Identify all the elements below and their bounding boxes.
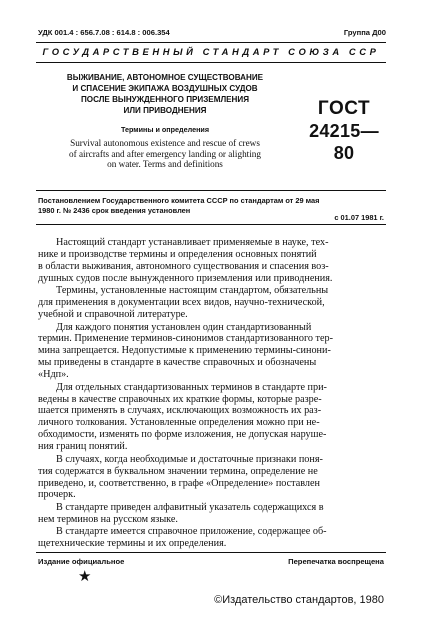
gost-number: 24215—80 bbox=[309, 121, 379, 163]
title-line: ИЛИ ПРИВОДНЕНИЯ bbox=[123, 106, 207, 115]
body-text bbox=[38, 237, 386, 551]
body-line: Настоящий стандарт устанавливает применяемые в науке, тех- bbox=[56, 237, 329, 248]
gost-designation bbox=[300, 98, 388, 164]
body-line: учебной и справочной литературе. bbox=[38, 309, 188, 321]
body-paragraph bbox=[38, 502, 386, 526]
body-line: В случаях, когда необходимые и достаточные признаки поня- bbox=[56, 453, 323, 465]
copyright-notice: ©Издательство стандартов, 1980 bbox=[214, 594, 384, 606]
body-line: в области выживания, автономного существования и спасения воз- bbox=[38, 260, 329, 272]
title-subtitle: Термины и определения bbox=[120, 125, 210, 134]
body-paragraph bbox=[38, 322, 386, 382]
body-paragraph bbox=[38, 382, 386, 453]
effective-date: с 01.07 1981 г. bbox=[334, 213, 384, 222]
title-line: ПОСЛЕ ВЫНУЖДЕННОГО ПРИЗЕМЛЕНИЯ bbox=[80, 95, 250, 104]
header-rule-top bbox=[36, 42, 386, 43]
gost-label: ГОСТ bbox=[317, 98, 371, 119]
body-line: для применения в документации всех видов, научно-технической, bbox=[38, 297, 325, 309]
body-line: Для каждого понятия установлен один стандартизованный bbox=[56, 321, 312, 333]
body-line: В стандарте приведен алфавитный указатель содержащихся в bbox=[56, 501, 324, 513]
decree-line: Постановлением Государственного комитета СССР по стандартам от 29 мая bbox=[38, 196, 320, 205]
body-line: Термины, установленные настоящим стандартом, обязательны bbox=[56, 285, 329, 297]
body-line: ния границ понятий. bbox=[38, 441, 128, 453]
title-english-line: of aircrafts and after emergency landing or alighting bbox=[69, 148, 261, 159]
body-line: мы приведены в стандарте в качестве справочных и обозначены bbox=[38, 357, 317, 369]
decree-rule bbox=[36, 190, 386, 191]
body-line: В стандарте имеется справочное приложение, содержащее об- bbox=[56, 526, 327, 538]
body-line: приведено, и, соответственно, в графе «Определение» поставлен bbox=[38, 477, 320, 489]
body-paragraph bbox=[38, 237, 386, 285]
body-line: нике и производстве термины и определения основных понятий bbox=[38, 248, 317, 260]
header-rule-bottom bbox=[36, 62, 386, 63]
udk-code: УДК 001.4 : 656.7.08 : 614.8 : 006.354 bbox=[38, 28, 170, 37]
body-paragraph bbox=[38, 454, 386, 502]
body-line: тия содержатся в буквальном значении термина, определение не bbox=[38, 465, 318, 477]
title-english bbox=[36, 138, 294, 170]
body-line: термин. Применение терминов-синонимов стандартизованного тер- bbox=[38, 333, 333, 345]
header-top-row bbox=[38, 28, 386, 40]
body-line: прочерк. bbox=[38, 489, 76, 501]
body-line: «Ндп». bbox=[38, 369, 69, 381]
star-icon: ★ bbox=[78, 569, 92, 585]
group-code: Группа Д00 bbox=[343, 28, 386, 37]
body-paragraph bbox=[38, 526, 386, 550]
title-line: И СПАСЕНИЕ ЭКИПАЖА ВОЗДУШНЫХ СУДОВ bbox=[72, 84, 258, 93]
decree-rule-bottom bbox=[36, 224, 386, 225]
body-line: Для отдельных стандартизованных терминов в стандарте при- bbox=[56, 381, 327, 393]
body-line: нем терминов на русском языке. bbox=[38, 513, 178, 525]
body-line: душных судов после вынужденного приземления или приводнения. bbox=[38, 272, 333, 284]
body-paragraph bbox=[38, 285, 386, 321]
footer-rule bbox=[36, 552, 386, 553]
title-english-line: on water. Terms and definitions bbox=[107, 159, 223, 170]
body-line: обходимости, изменять по форме изложения, не допуская наруше- bbox=[38, 429, 327, 441]
reprint-prohibited-label: Перепечатка воспрещена bbox=[288, 557, 384, 566]
decree-line: 1980 г. № 2436 срок введения установлен bbox=[38, 206, 191, 215]
body-line: мина запрещается. Недопустимые к применению термины-синони- bbox=[38, 345, 331, 357]
title-english-line: Survival autonomous existence and rescue of crews bbox=[70, 138, 260, 148]
body-line: шается применять в случаях, исключающих возможность их раз- bbox=[38, 405, 322, 417]
official-edition-label: Издание официальное bbox=[38, 557, 125, 566]
title-line: ВЫЖИВАНИЕ, АВТОНОМНОЕ СУЩЕСТВОВАНИЕ bbox=[66, 73, 264, 82]
body-line: ведены в качестве справочных их краткие формы, которые разре- bbox=[38, 393, 322, 405]
title-russian bbox=[36, 72, 294, 116]
body-line: щетехнические термины и их определения. bbox=[38, 538, 227, 550]
standard-banner: ГОСУДАРСТВЕННЫЙ СТАНДАРТ СОЮЗА ССР bbox=[42, 46, 380, 57]
body-line: личного толкования. Установленные определения можно при не- bbox=[38, 417, 320, 429]
